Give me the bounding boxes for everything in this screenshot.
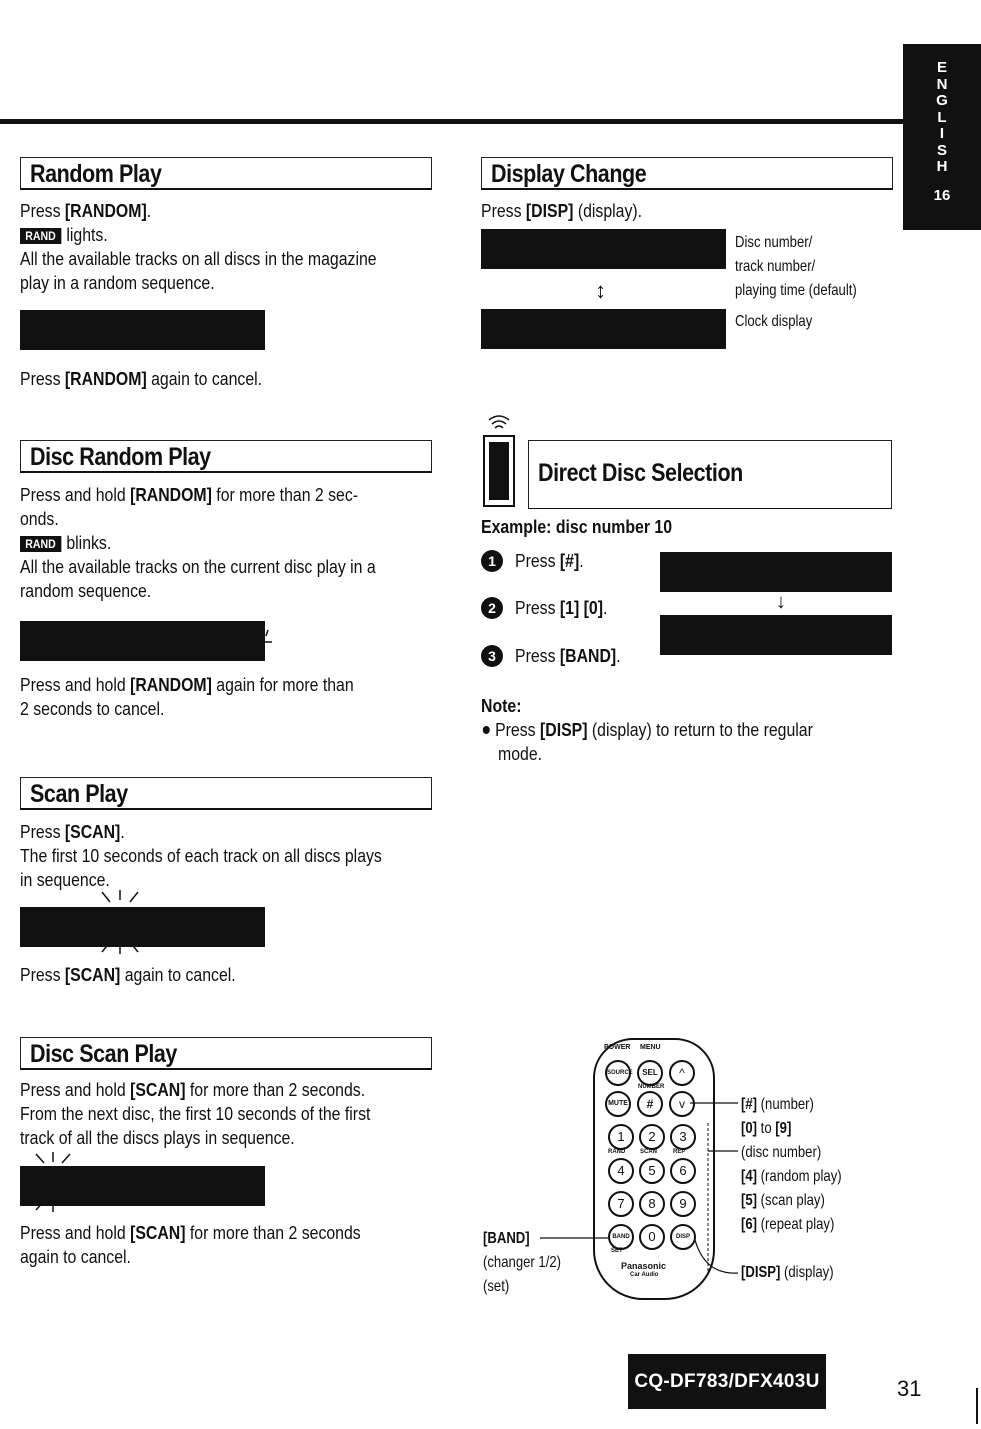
scan-play-line2: The first 10 seconds of each track on all discs plays: [20, 846, 382, 866]
digit-7-button[interactable]: 7: [608, 1191, 634, 1217]
display-change-lcd-default: [481, 229, 726, 269]
direct-disc-title: Direct Disc Selection: [538, 459, 743, 487]
disc-scan-line3: track of all the discs plays in sequence.: [20, 1128, 295, 1148]
section-number: 16: [933, 186, 951, 204]
disc-scan-lcd: [20, 1166, 265, 1206]
label-six: [6] (repeat play): [741, 1216, 835, 1233]
step-2-marker: 2: [481, 597, 503, 619]
disp-button[interactable]: DISP: [670, 1224, 696, 1250]
disc-random-line1: Press and hold [RANDOM] for more than 2 sec-: [20, 485, 359, 505]
digit-8-button[interactable]: 8: [639, 1191, 665, 1217]
scan-play-line1: Press [SCAN].: [20, 822, 125, 842]
disc-random-lcd: [20, 621, 265, 661]
display-change-line1: Press [DISP] (display).: [481, 201, 643, 221]
random-play-line4: play in a random sequence.: [20, 273, 215, 293]
direct-disc-header: [528, 440, 891, 508]
source-button[interactable]: SOURCE: [605, 1060, 631, 1086]
down-arrow-icon: ↓: [776, 591, 786, 613]
label-band-changer: (changer 1/2): [483, 1254, 562, 1271]
language-letters: E N G L I S H: [936, 59, 948, 175]
page-number: 31: [897, 1376, 922, 1401]
label-five: [5] (scan play): [741, 1192, 825, 1209]
digit-4-button[interactable]: 4: [608, 1158, 634, 1184]
digit-3-button[interactable]: 3: [670, 1124, 696, 1150]
step-1-text: Press [#].: [515, 551, 584, 571]
remote-control-icon: [481, 410, 517, 510]
digit-6-button[interactable]: 6: [670, 1158, 696, 1184]
brand-sub: Car Audio: [630, 1272, 659, 1278]
scan-play-cancel: Press [SCAN] again to cancel.: [20, 965, 236, 985]
display-change-title: Display Change: [491, 160, 647, 188]
note-line2: mode.: [498, 744, 543, 764]
label-digits: [0] to [9]: [741, 1120, 792, 1137]
note-title: Note:: [481, 696, 522, 716]
step-3-marker: 3: [481, 645, 503, 667]
rand-indicator-blinking: RAND: [20, 536, 61, 552]
step-1-marker: 1: [481, 550, 503, 572]
scan-play-line3: in sequence.: [20, 870, 110, 890]
label-four: [4] (random play): [741, 1168, 842, 1185]
lcd-label-clock: Clock display: [735, 313, 813, 330]
disc-random-line5: random sequence.: [20, 581, 152, 601]
random-play-line1: Press [RANDOM].: [20, 201, 152, 221]
direct-disc-lcd-2: [660, 615, 892, 655]
power-label: POWER: [604, 1044, 631, 1051]
number-label: NUMBER: [638, 1084, 665, 1090]
digit-0-button[interactable]: 0: [639, 1224, 665, 1250]
note-line1: Press [DISP] (display) to return to the regular: [481, 718, 813, 742]
blink-rays-icon: [246, 622, 282, 662]
bullet-icon: [483, 726, 490, 734]
label-band-set: (set): [483, 1278, 510, 1295]
set-label: SET: [611, 1248, 623, 1254]
random-play-line2: RAND lights.: [20, 223, 108, 247]
disc-random-cancel2: 2 seconds to cancel.: [20, 699, 165, 719]
volume-down-button[interactable]: v: [669, 1091, 695, 1117]
digit-1-button[interactable]: 1: [608, 1124, 634, 1150]
model-number: CQ-DF783/DFX403U: [628, 1354, 826, 1409]
brand-logo: Panasonic: [621, 1261, 667, 1271]
random-play-title: Random Play: [30, 160, 162, 188]
digit-5-button[interactable]: 5: [639, 1158, 665, 1184]
sel-button[interactable]: SEL: [637, 1060, 663, 1086]
volume-up-button[interactable]: ^: [669, 1060, 695, 1086]
scan-play-lcd: [20, 907, 265, 947]
random-play-lcd: [20, 310, 265, 350]
disc-random-line3: RAND blinks.: [20, 531, 111, 555]
digit-2-button[interactable]: 2: [639, 1124, 665, 1150]
direct-disc-example: Example: disc number 10: [481, 517, 673, 537]
disc-scan-line2: From the next disc, the first 10 seconds of the first: [20, 1104, 371, 1124]
leader-lines: [540, 1085, 740, 1285]
scan-label: SCAN: [640, 1149, 658, 1155]
lcd-label-playing-time: playing time (default): [735, 282, 857, 299]
label-hash: [#] (number): [741, 1096, 814, 1113]
random-play-cancel: Press [RANDOM] again to cancel.: [20, 369, 263, 389]
disc-random-line4: All the available tracks on the current disc play in a: [20, 557, 376, 577]
disc-random-play-title: Disc Random Play: [30, 443, 211, 471]
language-tab: [903, 44, 981, 230]
step-2-text: Press [1] [0].: [515, 598, 608, 618]
hash-button[interactable]: #: [637, 1091, 663, 1117]
random-play-line3: All the available tracks on all discs in the magazine: [20, 249, 377, 269]
scan-play-title: Scan Play: [30, 780, 128, 808]
disc-scan-cancel2: again to cancel.: [20, 1247, 131, 1267]
step-3-text: Press [BAND].: [515, 646, 621, 666]
display-change-lcd-clock: [481, 309, 726, 349]
disc-scan-line1: Press and hold [SCAN] for more than 2 seconds.: [20, 1080, 366, 1100]
digit-9-button[interactable]: 9: [670, 1191, 696, 1217]
rand-indicator: RAND: [20, 228, 61, 244]
disc-random-cancel1: Press and hold [RANDOM] again for more than: [20, 675, 354, 695]
label-disp: [DISP] (display): [741, 1264, 834, 1281]
menu-label: MENU: [640, 1044, 661, 1051]
lcd-label-track-number: track number/: [735, 258, 816, 275]
direct-disc-lcd-1: [660, 552, 892, 592]
rand-label: RAND: [608, 1149, 626, 1155]
label-band: [BAND]: [483, 1230, 530, 1247]
disc-scan-cancel1: Press and hold [SCAN] for more than 2 seconds: [20, 1223, 361, 1243]
rep-label: REP: [673, 1149, 686, 1155]
disc-random-line2: onds.: [20, 509, 59, 529]
lcd-label-disc-number: Disc number/: [735, 234, 813, 251]
label-disc-number: (disc number): [741, 1144, 822, 1161]
mute-button[interactable]: MUTE: [605, 1091, 631, 1117]
band-button[interactable]: BAND: [608, 1224, 634, 1250]
toggle-arrow-icon: ↕: [595, 278, 606, 303]
top-rule: [0, 119, 949, 124]
disc-scan-play-title: Disc Scan Play: [30, 1040, 177, 1068]
edge-mark: [976, 1388, 978, 1424]
